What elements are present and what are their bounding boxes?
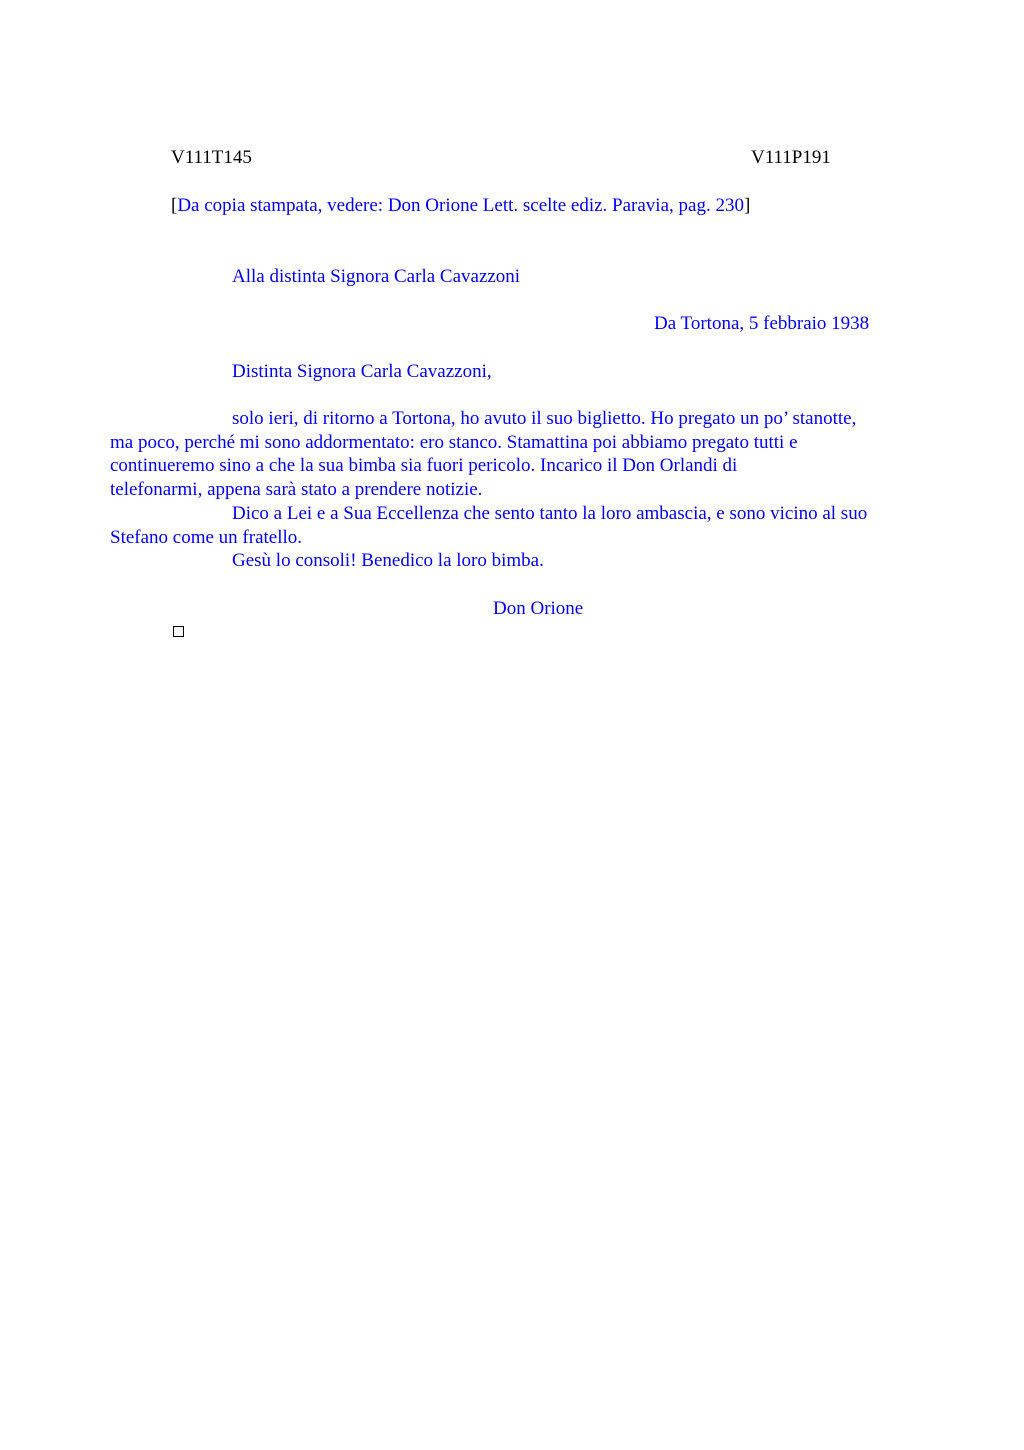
- letter-paragraph: [171, 549, 931, 573]
- volume-code-right: V111P191: [751, 147, 831, 168]
- letter-paragraph: [110, 407, 931, 502]
- letter-salutation: Distinta Signora Carla Cavazzoni,: [232, 361, 492, 382]
- volume-code-left: V111T145: [171, 147, 252, 168]
- letter-place-date: Da Tortona, 5 febbraio 1938: [654, 313, 870, 334]
- paragraph-line: ma poco, perché mi sono addormentato: ero stanco. Stamattina poi abbiamo pregato tutti e: [110, 431, 798, 453]
- letter-paragraph: [110, 502, 931, 549]
- square-outline-icon: [173, 626, 184, 637]
- source-note-text: Da copia stampata, vedere: Don Orione Lett. scelte ediz. Paravia, pag. 230: [177, 195, 744, 216]
- source-note-open-bracket: [: [171, 195, 178, 216]
- paragraph-line: Gesù lo consoli! Benedico la loro bimba.: [232, 550, 544, 572]
- source-note: [171, 194, 750, 218]
- letter-body: [110, 407, 931, 573]
- paragraph-line: solo ieri, di ritorno a Tortona, ho avuto il suo biglietto. Ho pregato un po’ stanotte,: [232, 408, 857, 429]
- source-note-close-bracket: ]: [743, 195, 751, 216]
- letter-signature: Don Orione: [493, 598, 584, 619]
- paragraph-line: continueremo sino a che la sua bimba sia fuori pericolo. Incarico il Don Orlandi di: [110, 455, 738, 477]
- paragraph-line: Dico a Lei e a Sua Eccellenza che sento tanto la loro ambascia, e sono vicino al suo: [232, 502, 868, 524]
- paragraph-line: Stefano come un fratello.: [110, 526, 303, 548]
- paragraph-line: telefonarmi, appena sarà stato a prendere notizie.: [110, 479, 483, 501]
- letter-addressee: Alla distinta Signora Carla Cavazzoni: [232, 266, 521, 287]
